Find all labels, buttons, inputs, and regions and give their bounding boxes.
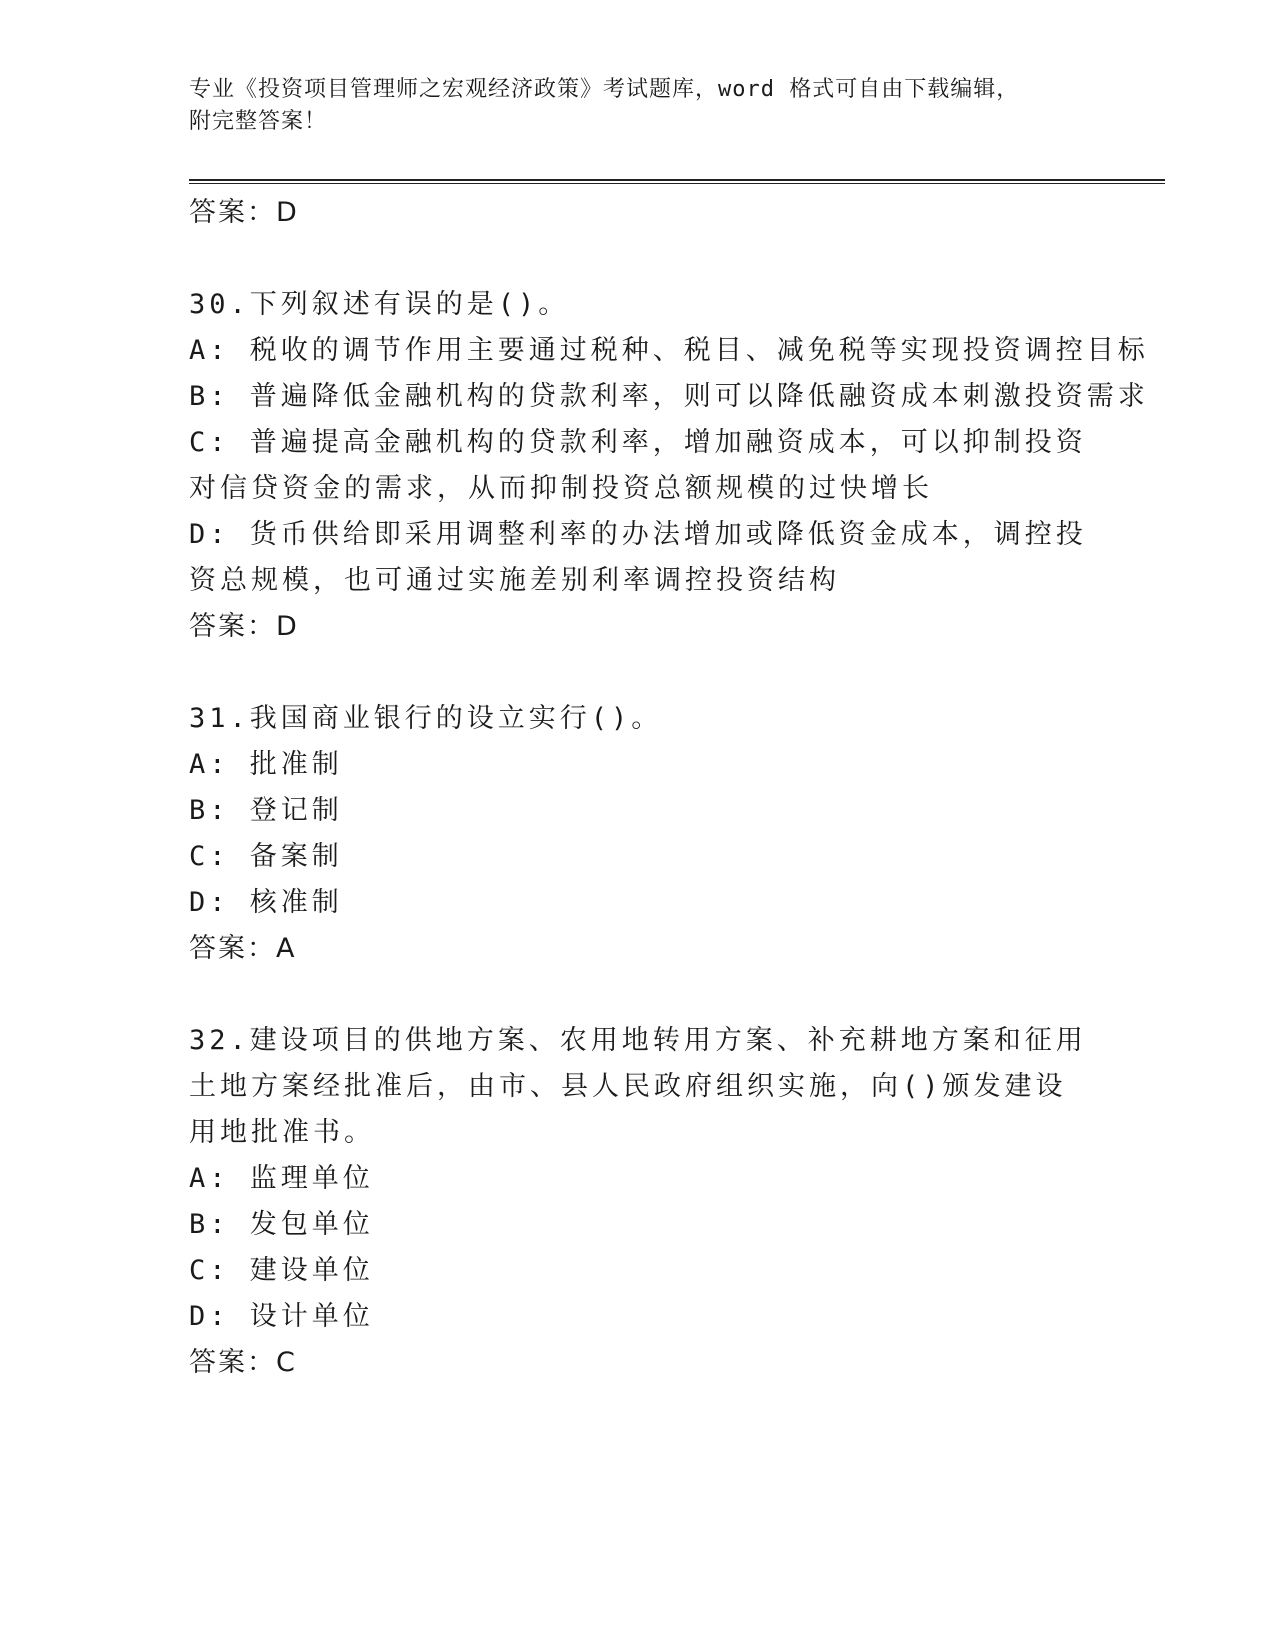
question-stem: 30.下列叙述有误的是()。 bbox=[189, 289, 570, 320]
option-a: A: 税收的调节作用主要通过税种、税目、减免税等实现投资调控目标 bbox=[189, 335, 1149, 366]
question-block-32 bbox=[189, 1018, 1089, 1386]
header-line-2: 附完整答案！ bbox=[189, 109, 328, 134]
previous-answer: 答案：D bbox=[189, 197, 299, 228]
option-b: B: 发包单位 bbox=[189, 1209, 374, 1240]
header-divider-thin bbox=[189, 183, 1165, 184]
question-list bbox=[189, 190, 1149, 1386]
option-d: D: 设计单位 bbox=[189, 1301, 374, 1332]
answer: 答案：C bbox=[189, 1347, 297, 1378]
question-block-30 bbox=[189, 282, 1149, 650]
spacer bbox=[189, 236, 1089, 282]
question-block-31 bbox=[189, 696, 1089, 972]
header-line-1: 专业《投资项目管理师之宏观经济政策》考试题库，word 格式可自由下载编辑， bbox=[189, 77, 1020, 102]
option-a: A: 批准制 bbox=[189, 749, 343, 780]
option-d: D: 货币供给即采用调整利率的办法增加或降低资金成本，调控投资总规模，也可通过实施差别利率调控投资结构 bbox=[189, 519, 1087, 596]
option-d: D: 核准制 bbox=[189, 887, 343, 918]
spacer bbox=[189, 650, 1089, 696]
question-stem: 31.我国商业银行的设立实行()。 bbox=[189, 703, 663, 734]
spacer bbox=[189, 972, 1089, 1018]
option-c: C: 备案制 bbox=[189, 841, 343, 872]
header-divider-thick bbox=[189, 179, 1165, 181]
option-c: C: 建设单位 bbox=[189, 1255, 374, 1286]
option-b: B: 普遍降低金融机构的贷款利率，则可以降低融资成本刺激投资需求 bbox=[189, 381, 1149, 412]
answer: 答案：D bbox=[189, 611, 299, 642]
answer: 答案：A bbox=[189, 933, 297, 964]
option-a: A: 监理单位 bbox=[189, 1163, 374, 1194]
option-c: C: 普遍提高金融机构的贷款利率，增加融资成本，可以抑制投资对信贷资金的需求，从而抑制投资总额规模的过快增长 bbox=[189, 427, 1087, 504]
question-stem: 32.建设项目的供地方案、农用地转用方案、补充耕地方案和征用土地方案经批准后，由市、县人民政府组织实施，向()颁发建设用地批准书。 bbox=[189, 1025, 1087, 1148]
document-header-note bbox=[189, 74, 1089, 138]
option-b: B: 登记制 bbox=[189, 795, 343, 826]
